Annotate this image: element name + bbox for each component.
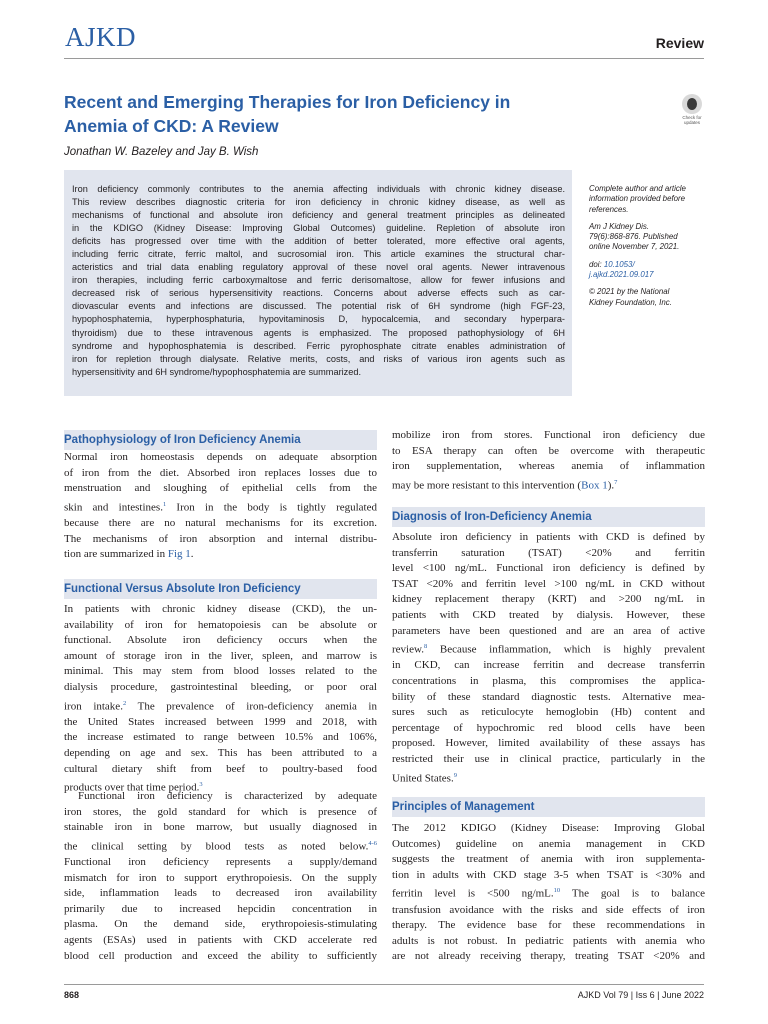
abstract-line: This review describes diagnostic criteria for iron deficiency in chronic kidney disease, as well as [72,197,565,208]
check-for-updates-label: Check for updates [682,115,702,125]
heading-text: Diagnosis of Iron-Deficiency Anemia [392,511,592,523]
title-line: Recent and Emerging Therapies for Iron Deficiency in [64,92,511,112]
text-line: review.$^8$ Because inflammation, which is highly prevalent [392,643,705,656]
citation-note [589,222,707,253]
section-heading-functional-vs-absolute [64,579,377,599]
text-line: are not already receiving therapy, treating TSAT <20% and [392,950,705,963]
doi-link[interactable]: 10.1053/ [603,259,635,269]
text-line: cultural dietary shift from beef to poultry-based food [64,762,377,775]
text-line: tion are summarized in Fig 1. [64,548,194,561]
text-line: in CKD, can increase ferritin and decrease transferrin [392,659,705,672]
paragraph-functional-deficiency [64,789,377,964]
text-line: bility of these standard diagnostic tests. Alternative mea- [392,690,705,703]
heading-text: Functional Versus Absolute Iron Deficiency [64,583,301,595]
text-line: sures such as reticulocyte hemoglobin (Hb) content and [392,706,705,719]
text-line: of iron from the diet. Absorbed iron replaces losses due to [64,466,377,479]
text-line: Functional iron deficiency represents a supply/demand [64,856,377,869]
text-line: Functional iron deficiency is characterized by adequate [78,790,377,802]
text-line: percentage of hypochromic red blood cells have been [392,721,705,734]
title-line: Anemia of CKD: A Review [64,116,279,136]
text-line: the increase estimated to range between 10.5% and 106%, [64,731,377,744]
heading-text: Principles of Management [392,801,535,813]
abstract-line: iron therapies, including ferric carboxymaltose and ferric derisomaltose, allow for fewer infusions and [72,275,565,286]
text-line: proposed. However, limited availability of these assays has [392,737,705,750]
abstract-line: diovascular events and infections are discussed. The potential risk of 6H syndrome (high FGF-23, [72,301,565,312]
heading-text: Pathophysiology of Iron Deficiency Anemia [64,434,301,446]
section-heading-pathophysiology [64,430,377,450]
section-heading-management [392,797,705,817]
text-line: iron supplementation, whereas anemia of inflammation [392,460,705,473]
note-line: Complete author and article [589,184,686,193]
paragraph-pathophysiology [64,450,377,563]
text-line: restricted their use in clinical practice, particularly in the [392,752,705,765]
reference-citation[interactable]: 8 [423,643,428,651]
note-line: Kidney Foundation, Inc. [589,297,672,307]
journal-logo: AJKD [65,22,137,52]
paragraph-diagnosis [392,530,705,787]
note-line: references. [589,204,629,214]
copyright-note [589,287,707,308]
journal-citation: AJKD Vol 79 | Iss 6 | June 2022 [577,990,704,1000]
section-heading-diagnosis [392,507,705,527]
text-line: products over that time period.$^3$ [64,781,203,794]
article-type-label: Review [655,35,704,51]
abstract-line: including ferric citrate, ferric maltol, and sucrosomial iron. This article examines the structural char- [72,249,565,260]
text-line: tion in adults with CKD stage 3-5 when TSAT is <30% and [392,868,705,881]
paragraph-continued [392,428,705,494]
check-for-updates-icon [682,94,702,114]
note-line: Am J Kidney Dis. [589,221,650,231]
abstract-line: decreased risk of serious hypersensitivity reactions. Concerns about adverse effects such as car- [72,288,565,299]
reference-citation[interactable]: 4-6 [368,839,377,847]
text-line: transferrin saturation (TSAT) <20% and ferritin [392,546,705,559]
abstract-line: syndrome and hypophosphatemia is described. Ferric pyrophosphate citrate enables administration of [72,340,565,351]
paragraph-functional-vs-absolute [64,602,377,796]
text-line: agents (ESAs) used in patients with CKD accelerate red [64,934,377,946]
abstract [72,183,565,379]
note-line: information provided before [589,194,686,204]
text-line: blood cell production and exceed the ability to sufficiently [64,949,377,962]
note-line: 79(6):868-876. Published [589,232,678,242]
text-line: stainable iron in bone marrow, but usually diagnosed in [64,821,377,834]
text-line: side, inflammation leads to decreased iron availability [64,887,377,900]
reference-citation[interactable]: 9 [453,771,457,779]
doi-prefix: doi: [589,259,604,269]
abstract-line: in the KDIGO (Kidney Disease: Improving Global Outcomes) guideline. Repletion of absolute iron [72,223,565,234]
paragraph-management [392,821,705,965]
text-line: menstruation and sloughing of epithelial cells from the [64,482,377,495]
article-info-sidebar [589,184,707,315]
abstract-line: hypersensitivity and 6H syndrome/hypophosphatemia are summarized. [72,366,362,377]
note-line: © 2021 by the National [589,287,670,297]
text-line: The mechanisms of iron absorption and internal distribu- [64,532,377,545]
abstract-line: thyroidism) due to these intravenous agents is emphasized. The proposed pathophysiology of 6H [72,327,565,338]
text-line: TSAT <20% and ferritin level >100 ng/mL in CKD without [392,577,705,590]
abstract-line: deficits has progressed over time with the addition of better tolerated, more effective oral agents, [72,236,565,247]
text-line: skin and intestines.$^1$ Iron in the body is tightly regulated [64,500,377,514]
text-line: plasma. On the demand side, erythropoiesis-stimulating [64,918,377,931]
text-line: suggests the treatment of anemia with iron supplementa- [392,853,705,866]
reference-citation[interactable]: 2 [122,699,127,707]
text-line: depending on age and sex. This has been attributed to a [64,747,377,759]
abstract-line: Iron deficiency commonly contributes to the anemia affecting individuals with chronic kidney disease. [72,184,565,194]
cross-reference-link[interactable]: Box 1 [581,479,608,492]
authors: Jonathan W. Bazeley and Jay B. Wish [64,146,259,158]
text-line: primarily due to increased hepcidin concentration in [64,902,377,915]
text-line: level <100 ng/mL. Functional iron deficiency is defined by [392,562,705,575]
article-title [64,90,624,138]
text-line: In patients with chronic kidney disease (CKD), the un- [64,603,377,615]
text-line: amount of storage iron in the liver, spleen, and marrow is [64,649,377,662]
text-line: may be more resistant to this intervention (Box 1).$^7$ [392,478,618,492]
reference-citation[interactable]: 10 [553,887,561,895]
text-line: to ESA therapy can often be overcome with therapeutic [392,444,705,457]
abstract-line: hypophosphatemia, hyperphosphaturia, hypovitaminosis D, hypocalcemia, and secondary hyperpara- [72,314,565,325]
text-line: iron intake.$^2$ The prevalence of iron-deficiency anemia in [64,699,377,713]
text-line: the United States increased between 1999 and 2018, with [64,715,377,728]
header-divider [64,58,704,59]
text-line: mismatch for iron to support erythropoiesis. On the supply [64,871,377,884]
text-line: parameters have been questioned and are an area of active [392,624,705,637]
page-number: 868 [64,990,80,1000]
text-line: patients with CKD treated by dialysis. However, these [392,608,705,621]
text-line: the clinical setting by blood tests as noted below.$^{4-6}$ [64,839,377,853]
footer-divider [64,984,704,985]
reference-citation[interactable]: 3 [199,781,203,789]
reference-citation[interactable]: 1 [162,500,167,508]
abstract-line: iron for repletion through dialysate. Relative merits, costs, and risks of various iron agents such as [72,353,565,364]
abstract-line: mechanisms of functional and absolute iron deficiency and general treatment principles as delineated [72,210,565,221]
check-for-updates-badge[interactable] [679,94,705,128]
text-line: concentrations in plasma, this compromises the applica- [392,675,705,687]
text-line: because there are no natural mechanisms for its excretion. [64,517,377,530]
text-line: Absolute iron deficiency in patients with CKD is defined by [392,531,705,543]
author-info-note [589,184,707,215]
text-line: transfusion avoidance with the risks and side effects of iron [392,903,705,916]
text-line: therapy. The evidence base for these recommendations in [392,919,705,932]
text-line: ferritin level is <500 ng/mL.$^{10}$ The goal is to balance [392,887,705,901]
doi-link[interactable]: j.ajkd.2021.09.017 [589,270,654,280]
text-line: iron stores, the gold standard for which is presence of [64,805,377,818]
text-line: The 2012 KDIGO (Kidney Disease: Improving Global [392,822,705,834]
note-line: online November 7, 2021. [589,242,680,252]
reference-citation[interactable]: 7 [614,478,618,486]
text-line: dialysis procedure, gastrointestinal bleeding, or poor oral [64,680,377,693]
text-line: mobilize iron from stores. Functional iron deficiency due [392,429,705,441]
cross-reference-link[interactable]: Fig 1 [167,548,191,561]
text-line: availability of iron for hematopoiesis can be absolute or [64,618,377,631]
abstract-line: acteristics and trial data enabling regulatory approval of these novel oral agents. Newer intravenous [72,262,565,273]
text-line: kidney replacement therapy (KRT) and >200 ng/mL in [392,593,705,606]
text-line: adults is not robust. In pediatric patients with anemia who [392,934,705,947]
text-line: minimal. This may stem from blood losses related to the [64,665,377,678]
text-line: Normal iron homeostasis depends on adequate absorption [64,451,377,463]
text-line: functional. Absolute iron deficiency occurs when the [64,634,377,647]
doi-note[interactable] [589,260,707,281]
text-line: Outcomes) guideline on anemia management in CKD [392,837,705,850]
text-line: United States.$^9$ [392,771,457,785]
